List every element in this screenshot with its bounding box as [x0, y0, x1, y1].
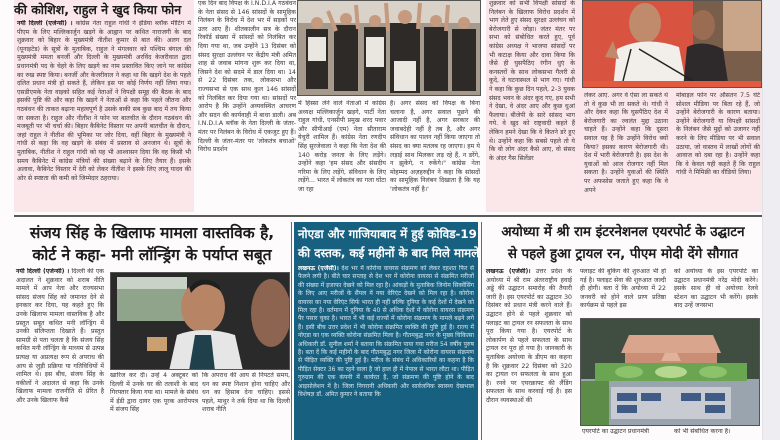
airport-photo-graphic [581, 319, 760, 426]
dateline: लखनऊ (एजेंसी)। [298, 265, 339, 272]
protest-leaders-photo [297, 0, 481, 96]
story-column: खारिज कर दी। उन्हें 4 अक्टूबर को दिल्ली में उनके घर की तलाशी के बाद गिरफ्तार किया गया था। मामले के संबंध में ईडी द्वारा दायर एक पूरक आरोपपत्र में संजय सिंह [110, 372, 198, 414]
dateline: लखनऊ (एजेंसी)। [486, 268, 531, 275]
body-paragraph: उत्तर प्रदेश के अयोध्या में श्री राम अंतरराष्ट्रीय हवाई अड्डे की उद्घाटन समारोह की तैयारी जारी है। इस एयरपोर्ट का उद्घाटन 30 दिसंबर को प्रधान मंत्री करने वाले हैं। उद्घाटन होने से पहले शुक्रवार को फ्लाइट का ट्रायल रन सफलता के साथ पूरा किया गया है। एयरपोर्ट के लोकार्पण से पहले सफलता के साथ ट्रायल रन पूरा हो गया है। जानकारी के मुताबिक अयोध्या के डीएम का कहना है कि शुक्रवार 22 दिसंबर को 320 का ट्रायल रन सफलता के साथ हुआ है। रनवे पर एयरक्राफ्ट की लैंडिंग सफलता के साथ करवाई गई है। इस दौरान व्यवस्थाओं की [486, 268, 572, 404]
story-column: एयरपोर्ट का उद्घाटन प्रधानमंत्री [582, 428, 649, 435]
sanjay-photo-graphic [111, 273, 290, 370]
story-column [486, 0, 578, 212]
sanjay-singh-photo [110, 272, 290, 370]
body-paragraph: मोबाइल फोन पर औसतन 7.5 घंटे सोशल मीडिया पर बिता रहे हैं, जो उन्होंने बेरोजगारी के कारण बताया। [676, 92, 760, 117]
story-ayodhya-airport [484, 220, 762, 440]
headline-line: अयोध्या में श्री राम इंटरनेशनल एयरपोर्ट के उद्घाटन [501, 225, 745, 240]
body-paragraph: देश भर में कोरोना वायरस संक्रमण को लेकर दहशत फिर से फैलने लगी है। बीते चार सप्ताह से देश भर में कोरोना वायरस से संक्रमित मरीजों की संख्या में इजाफा देखने को मिल रहा है। आंकड़ों के मुताबिक जिनोम सिक्वेंसिंग के लिए आए मरीजों के सैंपल में नया वेरिएंट देखने को मिल रहा है। कोरोना वायरस का नया वेरिएंट सिर्फ भारत ही नहीं बल्कि दुनिया के कई देशों में देखने को मिल रहा है। वर्तमान में दुनिया के 40 से अधिक देशों में कोरोना वायरस संक्रमण पैर पसार चुका है। भारत में भी कई राज्यों में कोरोना संक्रमण के मामले बढ़ने लगे हैं। इसी बीच उत्तर प्रदेश में भी कोरोना संक्रमित व्यक्ति की पुष्टि हुई है। राज्य में नोएडा का एक व्यक्ति कोरोना संक्रमित मिला है। गौतमबुद्ध नगर के मुख्य चिकित्सा अधिकारी डॉ. सुनील शर्मा ने बताया कि संक्रमित पाया गया मरीज 54 वर्षीय पुरुष है। बता दें कि कई महीनों के बाद गौतमबुद्ध नगर जिला में कोरोना वायरस संक्रमण से पीड़ित व्यक्ति की पुष्टि हुई है। मरीज के संबंध में अधिकारियों का कहना है कि पीड़ित सेक्टर 36 का रहने वाला है जो हाल ही में नेपाल से भारत लौटा था। पीड़ित गुरुग्राम की एक कंपनी में कार्यरत है, जो संक्रमण की पुष्टि होने के बाद आइसोलेशन में है। जिला निगरानी अधिकारी और सार्वजनिक स्वास्थ्य देखभाल विशेषज्ञ डॉ. अमित कुमार ने बताया कि [298, 265, 474, 399]
body-paragraph: शुक्रवार को सभी विपक्षी सांसदों के निलंबन के खिलाफ विरोध प्रदर्शन में भाग लेते हुए संसद सुरक्षा उल्लंघन को बेरोजगारी से जोड़ा। जंतर मंतर पर सभा को संबोधित करते हुए, पूर्व कांग्रेस अध्यक्ष ने भाजपा सांसदों पर भी कटाक्ष किया और दावा किया कि जैसे ही घुसपैठिए रंगीन धुएं के कनस्तरों के साथ लोकसभा गैलरी से कूदे, वे घटनास्थल से भाग गए। [489, 0, 575, 85]
story-column: है। अगर संसद को विपक्ष के बिना चलाना है, अगर सवाल पूछने की आजादी नहीं है, अगर सरकार की जवाबदेही नहीं है तब है, और अगर संविधान का पालन नहीं किया जाएगा तो संसद का क्या मतलब रह जाएगा। हम ये लड़ाई साथ मिलकर लड़ रहे हैं, न डरेंगे, न झुकेंगे, न रुकेंगे।" कांग्रेस नेता मोहम्मद अज़हरुद्दीन ने कहा कि सांसदों का सामूहिक निलंबन दिखाता है कि यह 'लोकतंत्र नहीं है।' [390, 100, 480, 193]
headline-line: संजय सिंह के खिलाफ मामला वास्तविक है, [29, 224, 275, 242]
story-body [14, 20, 194, 212]
vertical-scrollbar[interactable] [762, 0, 780, 440]
body-paragraph: दिल्ली की एक अदालत ने शुक्रवार को शराब नीति मामले में आप नेता और राज्यसभा सांसद संजय सिंह को जमानत देने से इनकार कर दिया, यह कहते हुए कि उनके खिलाफ मामला वास्तविक है और प्रस्तुत सबूत कथित मनी लॉन्ड्रिंग में उनकी संलिप्तता दिखाते हैं। प्रस्तुत सामग्री से पता चलता है कि संजय सिंह कथित मनी लॉन्ड्रिंग के माध्यम से उत्पन्न प्रत्यक्ष या अप्रत्यक्ष रूप से अपराध की आय से जुड़ी प्रक्रिया या गतिविधियों में शामिल थे। इस बीच, संजय सिंह के वकीलों ने अदालत से कहा कि उनके खिलाफ मामला राजनीति से प्रेरित है और उनके खिलाफ कैसे [16, 268, 105, 404]
story-column [14, 268, 106, 440]
story-rahul-unemployment [486, 0, 762, 212]
story-column: कि अपराध की आय से निपटते समय, धन का स्पष्ट निशान होना चाहिए और धन का हिसाब देना चाहिए। इससे पहले, माथुर ने तर्क दिया था कि दिल्ली शराब नीति [202, 372, 290, 414]
dateline: नयी दिल्ली (एजेन्सी) । [16, 268, 70, 275]
story-column [484, 268, 574, 440]
story-mp-suspension-protest [198, 0, 482, 212]
headline [298, 225, 480, 263]
story-sanjay-singh-court [14, 220, 290, 440]
headline-line: नोएडा और गाजियाबाद में हुई कोविड-19 [298, 227, 477, 241]
story-column: एक दिन बाद विपक्ष के I.N.D.I.A गठबंधन के नेता संसद से 146 सांसदों के सामूहिक निलंबन के विरोध में देश भर में सड़कों पर उतर आए हैं। शीतकालीन सत्र के दौरान रिकॉर्ड संख्या में सांसदों को निलंबित कर दिया गया था, जब उन्होंने 13 दिसंबर को संसद सुरक्षा उल्लंघन पर केंद्रीय मंत्री अमित शाह से जवाब मांगना शुरू कर दिया था, जिसने देश को सदमे में डाल दिया था। 14 से 22 दिसंबर तक, लोकसभा और राज्यसभा से एक साथ कुल 146 सांसदों को निलंबित कर दिया गया था। सांसदों पर आरोप है कि उन्होंने अव्यवस्थित आचरण और सदन की कार्यवाही में बाधा डाली। अब I.N.D.I.A ब्लॉक के नेता दिल्ली के जंतर-मंतर पर निलंबन के विरोध में एकजुट हुए हैं। दिल्ली के जंतर-मंतर पर 'लोकतंत्र बचाओ' विरोध प्रदर्शन [198, 0, 296, 154]
dateline: नयी दिल्ली (एजेन्सी) । [17, 20, 73, 27]
column-divider [481, 222, 482, 440]
story-column: लेकर आए. अगर वे ऐसा ला सकते थे तो वे कुछ भी ला सकते थे। गांधी ने और देकर कहा कि घुसपैठिए देश में बेरोजगारी का ज्वलंत मुद्दा उठाना चाहते हैं। उन्होंने कहा कि दूसरा सवाल यह है कि उन्होंने विरोध क्यों किया? इसका कारण बेरोजगारी थी। देश में भारी बेरोजगारी है। इस देश के युवाओं को आज रोजगार नहीं मिल सकता है। उन्होंने युवाओं की स्थिति पर अफसोस जताते हुए कहा कि वे अपने [584, 92, 668, 194]
story-body [298, 265, 474, 435]
headline-line: कोर्ट ने कहा- मनी लॉन्ड्रिंग के पर्याप्त सबूत [32, 246, 272, 264]
story-column: में हिस्सा लेने वाले नेताओं में कांग्रेस अध्यक्ष मल्लिकार्जुन खड़गे, पार्टी नेता राहुल गांधी, एनसीपी प्रमुख शरद पवार और सीपीआई (एम) नेता सीताराम येचुरी शामिल हैं। कांग्रेस नेता रणदीप सिंह सुरजेवाला ने कहा कि नेता देश की 140 करोड़ जनता के लिए लड़ेंगे। उन्होंने कहा 'हम संसद और संसदीय गरिमा के लिए लड़ेंगे, संविधान के लिए लड़ेंगे... भारत में लोकतंत्र का गला घोंटा जा रहा [298, 100, 386, 193]
rahul-gandhi-photo [582, 0, 762, 88]
ayodhya-airport-photo [580, 318, 760, 426]
headline: की कोशिश, राहुल ने खुद किया फोन [14, 2, 182, 17]
protest-photo-graphic [298, 1, 481, 96]
story-covid-noida-ghaziabad [294, 222, 478, 440]
headline-line: की दस्तक, कई महीनों के बाद मिले मामले [298, 246, 480, 260]
story-column: फ्लाइट की बुकिंग की शुरुआत भी हो गई है। फ्लाइट सेवा की शुरुआत जल्दी ही होगी। बता दें कि अयोध्या में 22 जनवरी को होने वाले प्राण प्रतिष्ठा कार्यक्रम से पहले इस [580, 268, 666, 310]
section-divider [14, 215, 762, 217]
headline [14, 220, 290, 266]
rahul-photo-graphic [583, 1, 762, 88]
story-nitish-rahul-call [14, 0, 194, 212]
headline [484, 220, 762, 266]
headline-line: से पहले हुआ ट्रायल रन, पीएम मोदी देंगे सौगात [507, 247, 739, 262]
column-divider [291, 222, 292, 440]
story-column: को अयोध्या के इस एयरपोर्ट का उद्घाटन प्रधानमंत्री नरेंद्र मोदी करेंगे। इसके साथ ही वो अयोध्या रेलवे स्टेशन का उद्घाटन भी करेंगे। इसके बाद उन्हें जनसभा [674, 268, 758, 310]
body-paragraph: गांधी ने कहा कि कुछ दिन पहले, 2-3 युवक संसद भवन के अंदर कूद गए, हम सभी ने देखा, वे अंदर आए और कुछ धुआं फैलाया। बीजेपी के सारे सांसद भाग गये. वे खुद को राष्ट्रवादी कहते हैं लेकिन हमने देखा कि वे कितने डरे हुए थे। उन्होंने कहा कि सबसे पहले तो ये कि वो लोग अंदर कैसे आए, वो संसद के अंदर गैस सिलेंडर [489, 77, 575, 162]
story-column: को भी संबोधित करना है। [674, 428, 731, 435]
body-paragraph: कांग्रेस नेता राहुल गांधी ने इंडिया ब्लॉक मीटिंग में पीएम के लिए मल्लिकार्जुन खड़गे के आह्वान पर कथित नाराजगी के बाद शुक्रवार को बिहार के मुख्यमंत्री नीतीश कुमार से बात की। अलग दल (यूनाइटेड) के सूत्रों के मुताबिक, राहुल ने मंगलवार को पश्चिम बंगाल की मुख्यमंत्री ममता बनर्जी और दिल्ली के मुख्यमंत्री अरविंद केजरीवाल द्वारा प्रधानमंत्री पद के चेहरे के लिए खड़गे का नाम प्रस्तावित किए जाने पर कांग्रेस का रुख स्पष्ट किया। बनर्जी और केजरीवाल ने कहा था कि खड़गे देश के पहले दलित प्रधान मंत्री हो सकते हैं, लेकिन इस पर कोई निर्णय नहीं लिया गया। एसडीएमके नेता वाइको सहित कई नेताओं ने विपक्षी समूह की बैठक के बाद इसकी पुष्टि की और कहा कि खड़गे ने नेताओं से कहा कि पहले जीतना और गठबंधन की ताकत बढ़ाना महत्वपूर्ण है उसके बाकी सब कुछ बाद में तय किया जा सकता है। राहुल और नीतीश ने फोन पर बातचीत के दौरान गठबंधन की मजबूती पर भी चर्चा की। बिहार कैबिनेट विस्तार पर अपनी बातचीत के दौरान, जहां राहुल ने नीतीश की भूमिका पर जोर दिया, वहीं बिहार के मुख्यमंत्री ने गांधी से कहा कि वह खड़गे के संबंध में प्रस्ताव से अनजान थे। सूत्रों के मुताबिक, नीतीश ने राहुल गांधी को यह भी आश्वासन दिया कि वह किसी भी समय कैबिनेट में कांग्रेस मंत्रियों की संख्या बढ़ाने के लिए तैयार हैं। [17, 20, 191, 165]
body-paragraph: उन्होंने बेरोजगारी या विपक्षी सांसदों के निलंबन जैसे मुद्दों को उजागर नहीं करने के लिए मीडिया पर भी सवाल उठाया, जो वास्तव में लाखों लोगों की आवाज को दबा रहा है। उन्होंने कहा कि वे केवल यही कहते हैं कि राहुल गांधी ने मिमिक्री का वीडियो लिया। [676, 117, 760, 177]
body-paragraph: इसके अलावा, कैबिनेट विस्तार में देरी को लेकर नीतीश ने इसके लिए लालू यादव की ओर से स्पष्टता की कमी को जिम्मेदार ठहराया। [17, 157, 192, 182]
story-column [674, 92, 762, 212]
